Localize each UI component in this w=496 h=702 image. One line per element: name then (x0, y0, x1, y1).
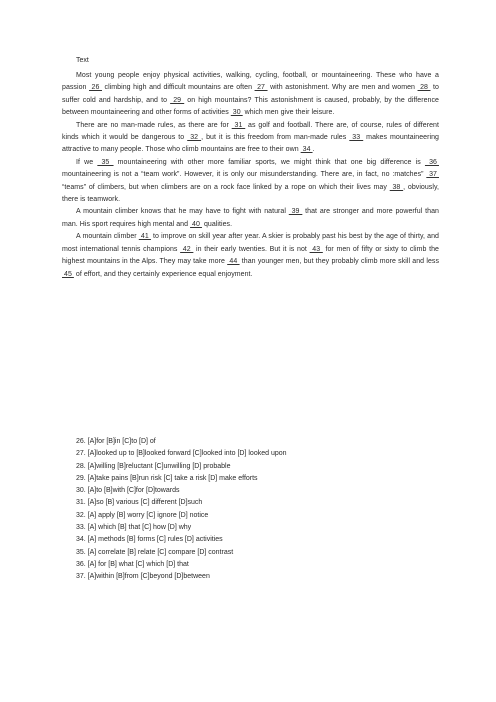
passage-text: mountaineering is not a “team work”. However, it is only our misunderstanding. There are, in fact, no :matches” (62, 171, 427, 179)
passage-text: as golf and football. There are, of course, rules of different kinds which it would be dangerous to (62, 121, 439, 142)
blank-number: 30 (230, 109, 243, 117)
passage-text: which men give their leisure. (242, 109, 335, 117)
passage-text: to suffer cold and hardship, and to (62, 84, 439, 104)
passage-text: If we (76, 158, 98, 166)
passage-text: qualities. (201, 220, 233, 228)
passage-text: A mountain climber knows that he may have to fight with natural (76, 208, 289, 216)
passage-text: mountaineering with other more familiar sports, we might think that one big difference is (113, 158, 425, 166)
passage-text: , but it is this freedom from man-made rules (201, 134, 350, 142)
blank-number: 39 (288, 208, 303, 216)
blank-number: 37 (426, 171, 439, 179)
passage-paragraph (62, 157, 439, 207)
blank-number: 44 (227, 258, 240, 266)
passage-paragraph (62, 206, 439, 231)
answer-options (76, 436, 436, 584)
passage (62, 70, 439, 281)
passage-text: for men of fifty or sixty to climb the highest mountains in the Alps. They may take more (62, 245, 439, 266)
passage-text: . (312, 146, 315, 154)
passage-paragraph (62, 120, 439, 157)
passage-text: climbing high and difficult mountains are often (101, 84, 255, 92)
blank-number: 34 (300, 146, 313, 154)
passage-text: Most young people enjoy physical activities, walking, cycling, football, or mountaineering. These who have a passion (62, 72, 439, 92)
option-line: 36. [A] for [B] what [C] which [D] that (76, 560, 189, 568)
blank-number: 40 (190, 220, 202, 228)
passage-text: , obviously, there is teamwork. (62, 183, 439, 204)
option-line: 32. [A] apply [B] worry [C] ignore [D] notice (76, 511, 209, 519)
passage-text: makes mountaineering attractive to many people. Those who climb mountains are free to their own (62, 134, 440, 154)
blank-number: 42 (180, 245, 194, 253)
blank-number: 41 (138, 233, 151, 241)
option-line: 31. [A]so [B] various [C] different [D]such (76, 499, 203, 507)
option-line: 33. [A] which [B] that [C] how [D] why (76, 524, 192, 532)
passage-text: with astonishment. Why are men and women (267, 84, 418, 92)
blank-number: 31 (231, 121, 246, 129)
passage-text: There are no man-made rules, as there are for (76, 121, 232, 129)
option-line: 27. [A]looked up to [B]looked forward [C]looked into [D] looked upon (76, 450, 287, 458)
blank-number: 43 (309, 245, 323, 253)
blank-number: 27 (254, 84, 268, 92)
passage-text: “teams” of climbers, but when climbers are on a rock face linked by a rope on which their lives may (62, 183, 390, 191)
passage-text: A mountain climber (76, 233, 139, 241)
passage-text: in their early twenties. But it is not (193, 245, 310, 253)
passage-text: on high mountains? This astonishment is caused, probably, by the difference between mountaineering and other forms of activities (62, 96, 439, 117)
document-heading: Text (76, 57, 89, 64)
passage-paragraph (62, 231, 439, 281)
passage-text: of effort, and they certainly experience equal enjoyment. (73, 270, 253, 278)
blank-number: 26 (89, 84, 102, 92)
passage-text: than younger men, but they probably climb more skill and less (239, 258, 439, 266)
blank-number: 32 (187, 134, 202, 142)
option-line: 34. [A] methods [B] forms [C] rules [D] activities (76, 536, 223, 544)
blank-number: 38 (389, 183, 404, 191)
option-line: 35. [A] correlate [B] relate [C] compare [D] contrast (76, 548, 234, 556)
option-line: 37. [A]within [B]from [C]beyond [D]between (76, 573, 210, 581)
blank-number: 45 (62, 270, 74, 278)
passage-paragraph (62, 70, 439, 120)
option-line: 26. [A]for [B]in [C]to [D] of (76, 438, 156, 445)
blank-number: 33 (349, 134, 364, 142)
passage-text: that are stronger and more powerful than man. His sport requires high mental and (62, 208, 439, 228)
blank-number: 29 (170, 96, 185, 104)
blank-number: 36 (424, 158, 439, 166)
option-line: 30. [A]to [B]with [C]for [D]towards (76, 487, 180, 495)
blank-number: 35 (97, 158, 114, 166)
option-line: 28. [A]willing [B]reluctant [C]unwilling [D] probable (76, 462, 231, 470)
blank-number: 28 (417, 84, 431, 92)
option-line: 29. [A]take pains [B]run risk [C] take a risk [D] make efforts (76, 474, 258, 482)
passage-text: to improve on skill year after year. A skier is probably past his best by the age of thirty, and most international tennis champions (62, 233, 439, 253)
